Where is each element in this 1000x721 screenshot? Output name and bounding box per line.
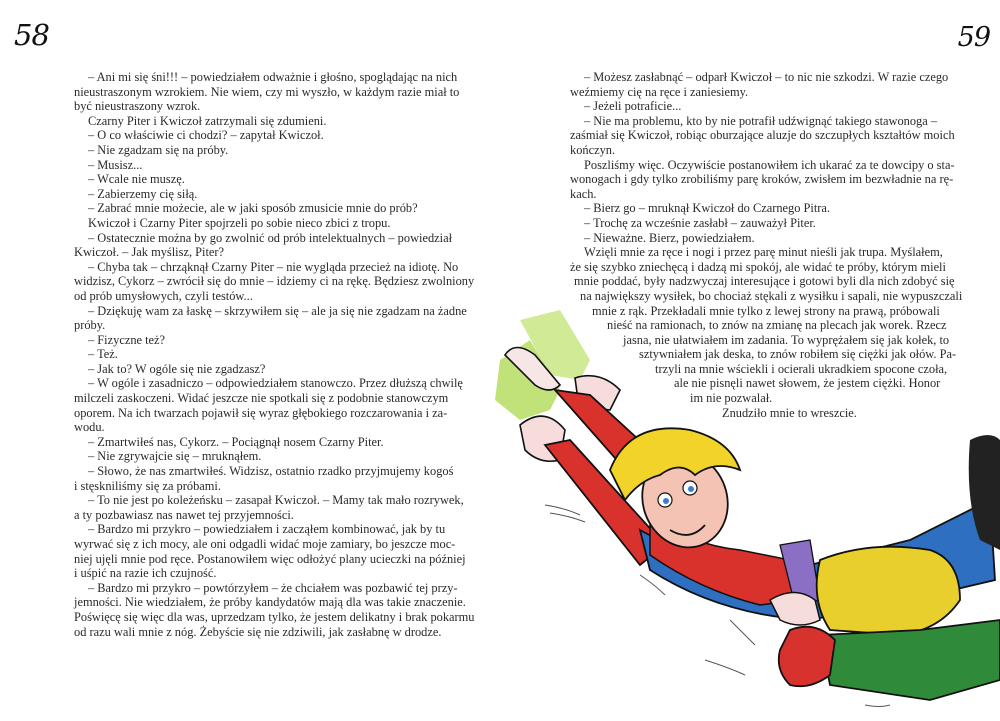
- text-line: – Bardzo mi przykro – powtórzyłem – że chciałem was pozbawić tej przy-: [88, 580, 458, 595]
- text-line: że się szybko zniechęcą i dadzą mi spokój, ale widać te próby, którym mieli: [570, 259, 946, 274]
- text-line: – Jak to? W ogóle się nie zgadzasz?: [88, 361, 266, 376]
- text-line: na największy wysiłek, bo chociaż stękali z wysiłku i sapali, nie wypuszczali: [580, 288, 963, 303]
- text-line: – Nie zgrywajcie się – mruknąłem.: [88, 449, 262, 464]
- text-line: Czarny Piter i Kwiczoł zatrzymali się zdumieni.: [88, 113, 327, 128]
- text-line: mnie poddać, były nadzwyczaj interesujące i gotowi byli dla nich zdobyć się: [574, 274, 955, 289]
- text-line: mnie z rąk. Przekładali mnie tylko z lewej strony na prawą, próbowali: [592, 303, 940, 318]
- text-line: wonogach i gdy tylko zrobiliśmy parę kroków, zwisłem im bezwładnie na rę-: [570, 172, 954, 187]
- text-line: jemności. Nie wiedziałem, że próby kandydatów mają dla was takie znaczenie.: [74, 595, 466, 610]
- text-line: – W ogóle i zasadniczo – odpowiedziałem stanowczo. Przez dłuższą chwilę: [88, 376, 463, 391]
- text-line: kach.: [570, 186, 597, 201]
- text-line: wyrwać się z ich mocy, ale oni odgadli widać moje zamiary, bo jeszcze moc-: [74, 537, 456, 551]
- carrier-hand-waist: [770, 593, 820, 626]
- shoe: [779, 627, 835, 687]
- text-line: kończyn.: [570, 142, 616, 157]
- text-line: a ty pozbawiasz nas nawet tej przyjemności.: [74, 507, 294, 522]
- text-line: być nieustraszony wzrok.: [74, 99, 201, 114]
- text-line: – Ostatecznie można by go zwolnić od prób intelektualnych – powiedział: [88, 230, 453, 245]
- text-line: wodu.: [74, 420, 105, 435]
- text-line: – Zmartwiłeś nas, Cykorz. – Pociągnął nosem Czarny Piter.: [88, 434, 384, 449]
- page-number: 58: [14, 18, 49, 52]
- text-line: niej ujęli mnie pod ręce. Postanowiłem więc odłożyć plany ucieczki na później: [74, 551, 466, 566]
- text-line: – Też.: [88, 347, 118, 362]
- text-line: – Ani mi się śni!!! – powiedziałem odważnie i głośno, spoglądając na nich: [88, 70, 458, 84]
- text-line: weźmiemy cię na ręce i zaniesiemy.: [570, 84, 749, 99]
- text-line: – Nie ma problemu, kto by nie potrafił udźwignąć takiego stawonoga –: [584, 113, 938, 128]
- text-line: – Wcale nie muszę.: [88, 172, 185, 187]
- text-line: – Chyba tak – chrząknął Czarny Piter – nie wygląda przecież na idiotę. No: [88, 259, 459, 274]
- text-line: od prób umysłowych, czyli testów...: [74, 288, 253, 303]
- text-line: – Bardzo mi przykro – powiedziałem i zacząłem kombinować, jak by tu: [88, 522, 446, 537]
- left-page-text: [74, 70, 475, 639]
- text-line: milczeli zaskoczeni. Widać jeszcze nie spotkali się z podobnie stanowczym: [74, 391, 449, 406]
- pants-yellow: [817, 547, 960, 635]
- page-number: 59: [957, 22, 990, 53]
- text-line: Kwiczoł i Czarny Piter spojrzeli po sobie nieco zbici z tropu.: [88, 215, 391, 230]
- text-line: Poszliśmy więc. Oczywiście postanowiłem ich ukarać za te dowcipy o sta-: [584, 157, 955, 172]
- text-line: – Trochę za wcześnie zasłabł – zauważył Piter.: [584, 215, 816, 230]
- text-line: – Możesz zasłabnąć – odparł Kwiczoł – to nic nie szkodzi. W razie czego: [584, 70, 949, 84]
- text-line: – O co właściwie ci chodzi? – zapytał Kwiczoł.: [88, 128, 324, 143]
- text-line: Poświęcę się więc dla was, uprzedzam tylko, że jestem delikatny i brak pokarmu: [74, 609, 475, 624]
- text-line: widzisz, Cykorz – zwrócił się do mnie – idziemy ci na rękę. Będziesz zwolniony: [74, 274, 475, 289]
- text-line: nieustraszonym wzrokiem. Nie wiem, czy mi wyszło, w każdym razie miał to: [74, 84, 460, 99]
- text-line: ale nie pisnęli nawet słowem, że jestem ciężki. Honor: [674, 376, 941, 391]
- text-line: sztywniałem jak deska, to znów robiłem się ciężki jak ołów. Pa-: [639, 347, 957, 362]
- text-line: oporem. Na ich twarzach pojawił się wyraz głębokiego rozczarowania i za-: [74, 405, 448, 420]
- text-line: – Nieważne. Bierz, powiedziałem.: [584, 230, 755, 245]
- text-line: im nie pozwalał.: [690, 391, 773, 406]
- text-line: Znudziło mnie to wreszcie.: [722, 405, 857, 420]
- text-line: – Zabierzemy cię siłą.: [88, 186, 198, 201]
- text-line: – Fizyczne też?: [88, 332, 166, 347]
- text-line: – Słowo, że nas zmartwiłeś. Widzisz, ostatnio rzadko przyjmujemy kogoś: [88, 464, 454, 479]
- text-line: nieść na ramionach, to znów na zmianę na plecach jak worek. Rzecz: [607, 318, 947, 333]
- text-line: Wzięli mnie za ręce i nogi i przez parę minut nieśli jak trupa. Myślałem,: [584, 245, 943, 260]
- text-line: – Dziękuję wam za łaskę – skrzywiłem się – ale ja się nie zgadzam na żadne: [88, 303, 467, 318]
- text-line: – Jeżeli potraficie...: [584, 99, 682, 114]
- illustration-boy-carried: [490, 300, 1000, 721]
- text-line: Kwiczoł. – Jak myślisz, Piter?: [74, 245, 225, 260]
- text-line: trzyli na mnie wściekli i ocierali ukradkiem spocone czoła,: [655, 361, 948, 376]
- text-line: – Nie zgadzam się na próby.: [88, 142, 229, 157]
- text-line: zaśmiał się Kwiczoł, robiąc oburzające aluzje do szczupłych kształtów moich: [570, 128, 955, 143]
- text-line: jasna, nie ułatwiałem im zadania. To wyprężałem się jak kołek, to: [623, 332, 950, 347]
- text-line: – Bierz go – mruknął Kwiczoł do Czarnego Pitra.: [584, 201, 831, 216]
- text-line: – To nie jest po koleżeńsku – zasapał Kwiczoł. – Mamy tak mało rozrywek,: [88, 493, 464, 508]
- text-line: – Zabrać mnie możecie, ale w jaki sposób zmusicie mnie do prób?: [88, 201, 418, 216]
- text-line: i uśpić na razie ich czujność.: [74, 566, 217, 581]
- text-line: próby.: [74, 318, 106, 333]
- text-line: i stęskniliśmy się za próbami.: [74, 478, 221, 493]
- text-line: od razu wali mnie z nóg. Żebyście się nie zdziwili, jak zasłabnę w drodze.: [74, 624, 442, 639]
- text-line: – Musisz...: [88, 157, 143, 172]
